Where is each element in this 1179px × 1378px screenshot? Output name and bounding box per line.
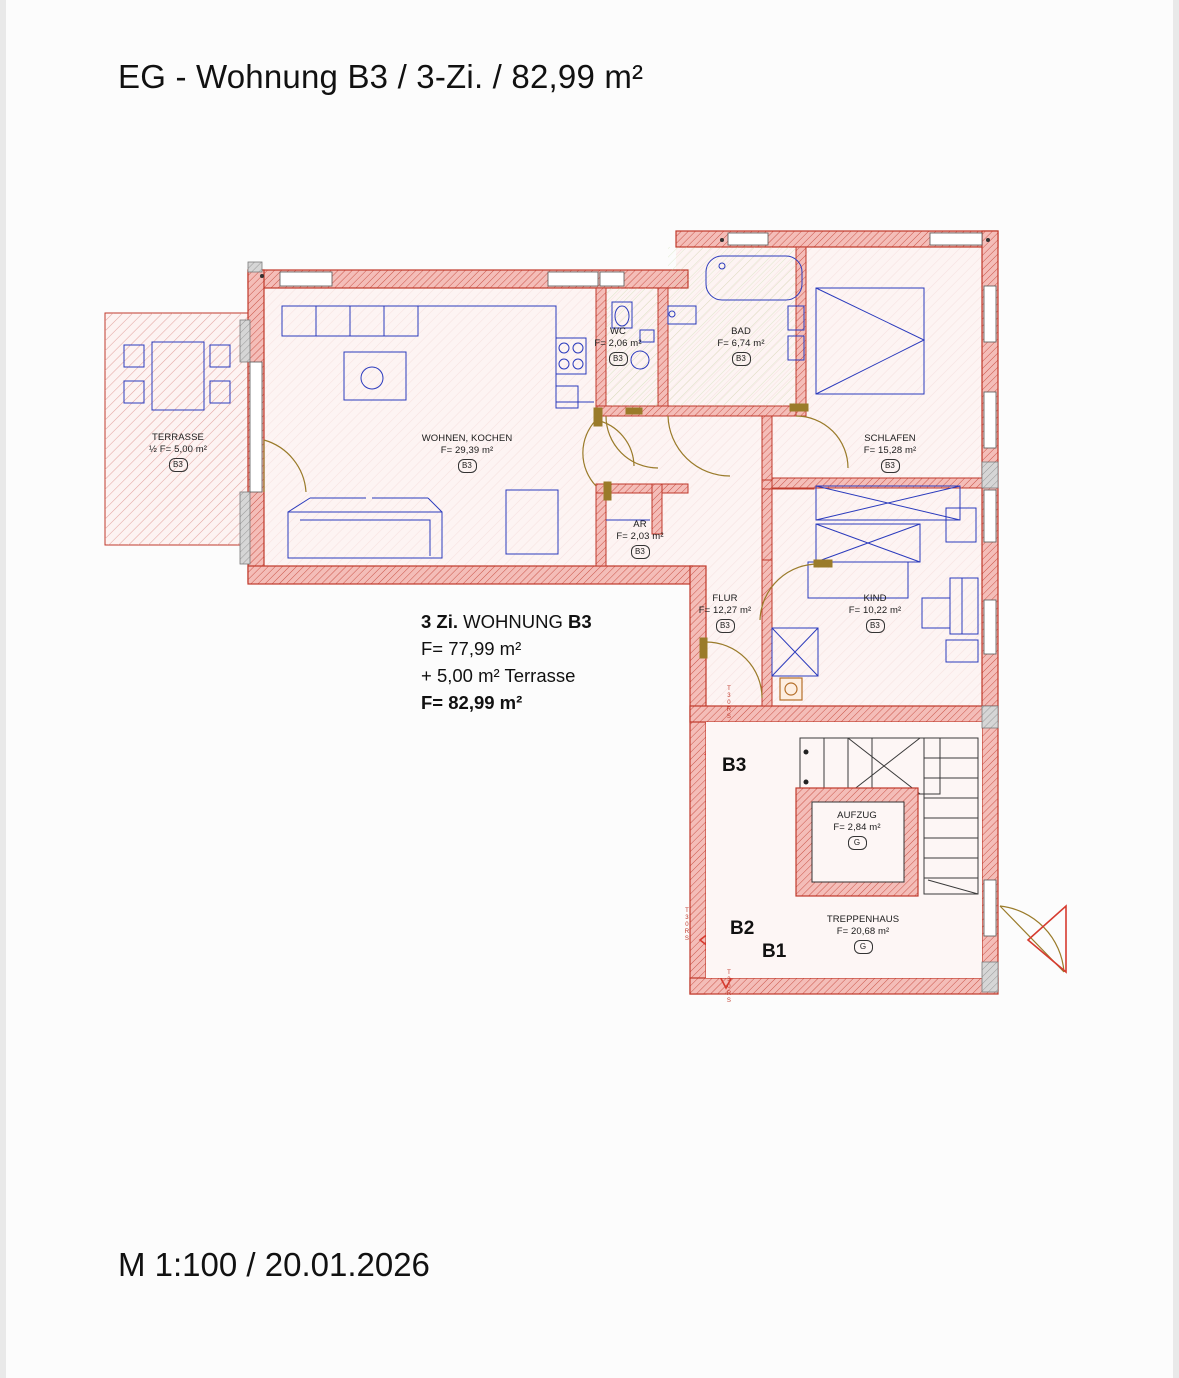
door-label-b1: B1 xyxy=(762,941,787,962)
room-tag: G xyxy=(854,940,873,954)
summary-line-1: 3 Zi. WOHNUNG B3 xyxy=(421,611,592,632)
summary-line-3: + 5,00 m² Terrasse xyxy=(421,665,576,686)
page-title: EG - Wohnung B3 / 3-Zi. / 82,99 m² xyxy=(118,58,644,95)
room-label-wc: WC F= 2,06 m² B3 xyxy=(582,326,654,366)
room-tag: B3 xyxy=(881,459,900,473)
door-label-b2: B2 xyxy=(730,918,755,939)
scale-and-date: M 1:100 / 20.01.2026 xyxy=(118,1246,430,1283)
room-tag: B3 xyxy=(631,545,650,559)
apartment-summary xyxy=(421,608,592,716)
room-tag: G xyxy=(848,836,867,850)
room-label-ar: AR F= 2,03 m² B3 xyxy=(592,519,688,559)
room-tag: B3 xyxy=(866,619,885,633)
summary-line-4: F= 82,99 m² xyxy=(421,692,523,713)
door-mark-t30rs-left: T 3 0 R S xyxy=(684,908,690,942)
room-label-flur: FLUR F= 12,27 m² B3 xyxy=(670,593,780,633)
door-mark-t30rs-upper: T 3 0 R S xyxy=(726,686,732,720)
room-label-schlafen: SCHLAFEN F= 15,28 m² B3 xyxy=(826,433,954,473)
room-tag: B3 xyxy=(609,352,628,366)
room-tag: B3 xyxy=(732,352,751,366)
room-tag: B3 xyxy=(169,458,188,472)
room-tag: B3 xyxy=(716,619,735,633)
room-label-treppenhaus: TREPPENHAUS F= 20,68 m² G xyxy=(800,914,926,954)
door-label-b3: B3 xyxy=(722,755,747,776)
room-tag: B3 xyxy=(458,459,477,473)
room-label-aufzug: AUFZUG F= 2,84 m² G xyxy=(810,810,904,850)
door-mark-t30rs-lower: T 3 0 R S xyxy=(726,970,732,1004)
room-label-terrasse: TERRASSE ½ F= 5,00 m² B3 xyxy=(130,432,226,472)
summary-line-2: F= 77,99 m² xyxy=(421,638,522,659)
room-label-bad: BAD F= 6,74 m² B3 xyxy=(692,326,790,366)
room-label-wohnen-kochen: WOHNEN, KOCHEN F= 29,39 m² B3 xyxy=(374,433,560,473)
room-label-kind: KIND F= 10,22 m² B3 xyxy=(820,593,930,633)
terrace-area xyxy=(105,313,251,545)
